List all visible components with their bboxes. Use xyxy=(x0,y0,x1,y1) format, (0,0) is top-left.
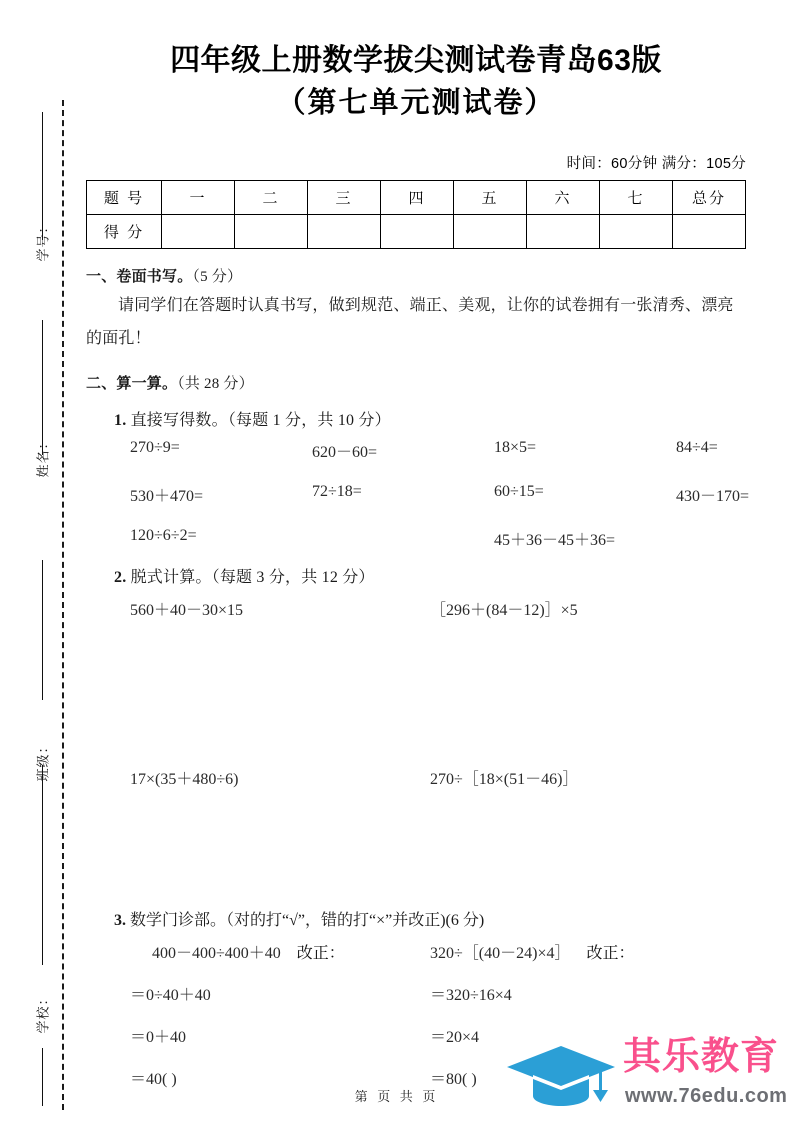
graduation-cap-icon xyxy=(505,1042,617,1108)
score-table-col-2: 二 xyxy=(235,180,308,214)
section-1-heading xyxy=(86,265,746,286)
question-3-heading xyxy=(114,907,746,930)
q2-item[interactable]: ［296＋(84－12)］×5 xyxy=(430,601,578,619)
q2-item[interactable]: 17×(35＋480÷6) xyxy=(130,770,239,788)
q3-left-correct-label[interactable]: 改正： xyxy=(296,944,345,962)
table-row-scores xyxy=(87,214,746,248)
section-1-paragraph: 请同学们在答题时认真书写，做到规范、端正、美观，让你的试卷拥有一张清秀、漂亮的面孔！ xyxy=(86,296,734,347)
question-2-row-1 xyxy=(130,597,746,620)
q3-left-step: ＝0÷40＋40 xyxy=(130,986,211,1004)
page-title-line2: （第七单元测试卷） xyxy=(276,86,556,119)
margin-line-segment xyxy=(42,560,43,700)
score-table-col-1: 一 xyxy=(162,180,235,214)
score-table-col-5: 五 xyxy=(454,180,527,214)
score-table-row-label: 题 号 xyxy=(87,180,162,214)
site-logo xyxy=(505,1036,788,1116)
question-1-items xyxy=(130,438,750,550)
q2-item[interactable]: 560＋40－30×15 xyxy=(130,601,244,619)
question-2-row-2 xyxy=(130,766,746,789)
q3-right-correct-label[interactable]: 改正： xyxy=(586,944,635,962)
score-cell-total[interactable] xyxy=(673,214,746,248)
q1-item[interactable]: 430－170= xyxy=(676,487,750,505)
exam-info: 时间：60分钟 满分：105分 xyxy=(566,155,746,172)
score-cell-1[interactable] xyxy=(162,214,235,248)
margin-label-class: 班级： xyxy=(35,739,51,782)
left-margin-rail xyxy=(0,0,70,1122)
q3-left-step-answer[interactable]: ＝40( ) xyxy=(130,1070,177,1088)
q1-item-empty xyxy=(312,527,494,550)
score-cell-4[interactable] xyxy=(381,214,454,248)
question-1-title: 直接写得数。 xyxy=(130,411,228,429)
logo-brand-text: 其乐教育 xyxy=(623,1036,780,1078)
score-table-row-label-score: 得 分 xyxy=(87,214,162,248)
q1-item[interactable]: 18×5= xyxy=(494,438,537,456)
margin-label-name: 姓名： xyxy=(35,435,51,478)
q1-item-empty xyxy=(676,527,749,550)
q1-item[interactable]: 270÷9= xyxy=(130,438,180,456)
margin-label-school: 学校： xyxy=(35,991,51,1034)
q3-right-step: ＝20×4 xyxy=(430,1028,480,1046)
question-3-number: 3. xyxy=(114,911,126,929)
score-cell-3[interactable] xyxy=(308,214,381,248)
score-table-col-4: 四 xyxy=(381,180,454,214)
section-2-points: （共 28 分） xyxy=(177,375,254,392)
score-cell-2[interactable] xyxy=(235,214,308,248)
logo-url-text: www.76edu.com xyxy=(625,1085,788,1107)
question-2-heading xyxy=(114,564,746,587)
score-table-col-total: 总分 xyxy=(673,180,746,214)
score-table-col-3: 三 xyxy=(308,180,381,214)
q3-right-step-answer[interactable]: ＝80( ) xyxy=(430,1070,477,1088)
q3-left-step: ＝0＋40 xyxy=(130,1028,187,1046)
score-table-col-6: 六 xyxy=(527,180,600,214)
q3-right-expr-text: 320÷［(40－24)×4］ xyxy=(430,944,571,962)
q2-item[interactable]: 270÷［18×(51－46)］ xyxy=(430,770,579,788)
page-title xyxy=(86,40,746,124)
question-2-title: 脱式计算。 xyxy=(130,568,212,586)
margin-line-segment xyxy=(42,765,43,965)
q3-right-step: ＝320÷16×4 xyxy=(430,986,512,1004)
tear-off-dashed-line xyxy=(62,100,64,1110)
question-1-number: 1. xyxy=(114,411,127,429)
page-footer: 第 页 共 页 xyxy=(354,1089,439,1104)
q1-item[interactable]: 620－60= xyxy=(312,443,378,461)
section-2-heading xyxy=(86,372,746,393)
exam-content xyxy=(86,0,750,1089)
page-title-line1: 四年级上册数学拔尖测试卷青岛63版 xyxy=(170,44,662,77)
section-1-points: （5 分） xyxy=(192,268,243,285)
q1-item[interactable]: 84÷4= xyxy=(676,438,718,456)
score-table xyxy=(86,180,746,249)
margin-label-student-id: 学号： xyxy=(35,219,51,262)
q1-item[interactable]: 60÷15= xyxy=(494,482,544,500)
score-cell-5[interactable] xyxy=(454,214,527,248)
q3-right-expression xyxy=(430,940,746,963)
question-3-points: （对的打“√”，错的打“×”并改正)(6 分) xyxy=(226,911,485,929)
q1-item[interactable]: 72÷18= xyxy=(312,482,362,500)
question-3-title: 数学门诊部。 xyxy=(130,911,227,929)
question-2-number: 2. xyxy=(114,568,127,586)
question-1-heading xyxy=(114,407,746,430)
q1-item[interactable]: 530＋470= xyxy=(130,487,204,505)
q3-left-expression xyxy=(130,940,430,963)
q3-left-expr-text: 400－400÷400＋40 xyxy=(152,944,281,962)
q1-item[interactable]: 45＋36－45＋36= xyxy=(494,531,616,549)
question-2-points: （每题 3 分，共 12 分） xyxy=(211,568,375,586)
score-cell-7[interactable] xyxy=(600,214,673,248)
section-1-title: 一、卷面书写。 xyxy=(86,267,193,285)
score-table-col-7: 七 xyxy=(600,180,673,214)
score-cell-6[interactable] xyxy=(527,214,600,248)
q1-item[interactable]: 120÷6÷2= xyxy=(130,526,197,544)
table-row-header xyxy=(87,180,746,214)
question-1-points: （每题 1 分，共 10 分） xyxy=(227,411,391,429)
section-2-title: 二、算一算。 xyxy=(86,374,178,392)
